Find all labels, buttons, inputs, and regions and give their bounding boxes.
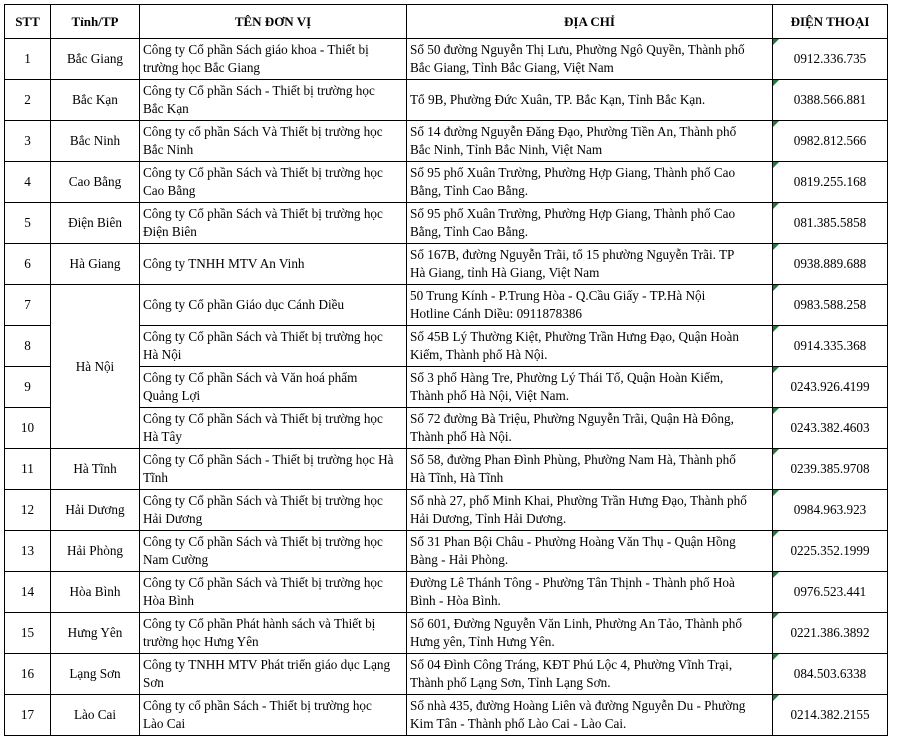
header-phone[interactable]: ĐIỆN THOẠI <box>773 5 888 39</box>
cell-unit-name[interactable] <box>140 490 407 531</box>
cell-phone[interactable] <box>773 39 888 80</box>
phone-value: 0938.889.688 <box>793 256 867 271</box>
table-row <box>5 80 888 121</box>
cell-phone[interactable] <box>773 162 888 203</box>
cell-province[interactable]: Hòa Bình <box>51 572 140 613</box>
cell-stt[interactable]: 14 <box>5 572 51 613</box>
cell-stt[interactable]: 8 <box>5 326 51 367</box>
cell-province[interactable]: Hà Tĩnh <box>51 449 140 490</box>
unit-name-line: Công ty Cổ phần Sách và Thiết bị trường học <box>143 411 383 426</box>
address-line: Đường Lê Thánh Tông - Phường Tân Thịnh - Thành phố Hoà <box>410 575 735 590</box>
cell-province[interactable]: Hưng Yên <box>51 613 140 654</box>
unit-name-line: Công ty cổ phần Sách - Thiết bị trường học <box>143 698 372 713</box>
unit-name-line: Bắc Ninh <box>143 142 194 157</box>
unit-name-line: Lào Cai <box>143 716 186 731</box>
address-line: Bằng, Tỉnh Cao Bằng. <box>410 183 529 198</box>
table-row <box>5 449 888 490</box>
header-stt[interactable]: STT <box>5 5 51 39</box>
cell-province[interactable]: Hải Phòng <box>51 531 140 572</box>
cell-unit-name[interactable] <box>140 531 407 572</box>
cell-stt[interactable]: 7 <box>5 285 51 326</box>
phone-value: 0983.588.258 <box>793 297 867 312</box>
unit-name-line: trường học Hưng Yên <box>143 634 259 649</box>
cell-stt[interactable]: 5 <box>5 203 51 244</box>
cell-address[interactable] <box>407 531 773 572</box>
cell-province[interactable]: Cao Bằng <box>51 162 140 203</box>
address-line: Hà Giang, tỉnh Hà Giang, Việt Nam <box>410 265 600 280</box>
table-row <box>5 244 888 285</box>
address-line: Bằng, Tỉnh Cao Bằng. <box>410 224 529 239</box>
phone-value: 0243.382.4603 <box>790 420 870 435</box>
cell-stt[interactable]: 12 <box>5 490 51 531</box>
number-as-text-indicator-icon <box>773 121 779 127</box>
cell-province[interactable]: Bắc Ninh <box>51 121 140 162</box>
phone-value: 0239.385.9708 <box>790 461 870 476</box>
cell-address[interactable] <box>407 39 773 80</box>
data-table <box>4 4 888 736</box>
cell-stt[interactable]: 16 <box>5 654 51 695</box>
cell-unit-name[interactable] <box>140 449 407 490</box>
number-as-text-indicator-icon <box>773 326 779 332</box>
address-line: Số 58, đường Phan Đình Phùng, Phường Nam Hà, Thành phố <box>410 452 736 467</box>
unit-name-line: trường học Bắc Giang <box>143 60 261 75</box>
unit-name-line: Nam Cường <box>143 552 209 567</box>
cell-province[interactable]: Điện Biên <box>51 203 140 244</box>
address-line: Số 45B Lý Thường Kiệt, Phường Trần Hưng Đạo, Quận Hoàn <box>410 329 739 344</box>
cell-province[interactable]: Bắc Giang <box>51 39 140 80</box>
address-line: Số 3 phố Hàng Tre, Phường Lý Thái Tổ, Quận Hoàn Kiếm, <box>410 370 724 385</box>
table-row <box>5 39 888 80</box>
unit-name-line: Hòa Bình <box>143 593 194 608</box>
cell-unit-name[interactable] <box>140 613 407 654</box>
table-row <box>5 203 888 244</box>
address-line: Thành phố Lạng Sơn, Tỉnh Lạng Sơn. <box>410 675 611 690</box>
number-as-text-indicator-icon <box>773 531 779 537</box>
number-as-text-indicator-icon <box>773 367 779 373</box>
address-line: Số 04 Đình Công Tráng, KĐT Phú Lộc 4, Phường Vĩnh Trại, <box>410 657 733 672</box>
number-as-text-indicator-icon <box>773 162 779 168</box>
unit-name-line: Hà Tây <box>143 429 182 444</box>
number-as-text-indicator-icon <box>773 490 779 496</box>
table-row <box>5 572 888 613</box>
cell-province[interactable]: Lào Cai <box>51 695 140 736</box>
unit-name-line: Tĩnh <box>143 470 168 485</box>
number-as-text-indicator-icon <box>773 408 779 414</box>
cell-province[interactable]: Bắc Kạn <box>51 80 140 121</box>
cell-address[interactable] <box>407 654 773 695</box>
number-as-text-indicator-icon <box>773 695 779 701</box>
phone-value: 0819.255.168 <box>793 174 867 189</box>
number-as-text-indicator-icon <box>773 572 779 578</box>
cell-unit-name[interactable] <box>140 162 407 203</box>
header-unit-name[interactable]: TÊN ĐƠN VỊ <box>140 5 407 39</box>
cell-phone[interactable] <box>773 244 888 285</box>
address-line: Số 167B, đường Nguyễn Trãi, tổ 15 phường Nguyễn Trãi. TP <box>410 247 735 262</box>
phone-value: 0982.812.566 <box>793 133 867 148</box>
header-address[interactable]: ĐỊA CHỈ <box>407 5 773 39</box>
cell-unit-name[interactable] <box>140 367 407 408</box>
cell-address[interactable] <box>407 367 773 408</box>
unit-name-line: Công ty Cổ phần Sách và Thiết bị trường học <box>143 329 383 344</box>
cell-address[interactable] <box>407 695 773 736</box>
unit-name-line: Công ty Cổ phần Sách và Thiết bị trường học <box>143 206 383 221</box>
table-row <box>5 695 888 736</box>
address-line: Bàng - Hải Phòng. <box>410 552 509 567</box>
unit-name-line: Công ty Cổ phần Phát hành sách và Thiết bị <box>143 616 376 631</box>
unit-name-line: Công ty Cổ phần Sách - Thiết bị trường học <box>143 83 375 98</box>
phone-value: 0976.523.441 <box>793 584 867 599</box>
table-row <box>5 162 888 203</box>
phone-value: 081.385.5858 <box>793 215 867 230</box>
unit-name-line: Công ty TNHH MTV Phát triển giáo dục Lạng <box>143 657 391 672</box>
cell-address[interactable] <box>407 490 773 531</box>
phone-value: 0214.382.2155 <box>790 707 870 722</box>
cell-address[interactable] <box>407 80 773 121</box>
unit-name-line: Công ty Cổ phần Sách và Văn hoá phẩm <box>143 370 358 385</box>
cell-phone[interactable] <box>773 367 888 408</box>
cell-unit-name[interactable] <box>140 203 407 244</box>
phone-value: 0912.336.735 <box>793 51 867 66</box>
unit-name-line: Cao Bằng <box>143 183 196 198</box>
address-line: Kim Tân - Thành phố Lào Cai - Lào Cai. <box>410 716 627 731</box>
cell-address[interactable] <box>407 244 773 285</box>
cell-phone[interactable] <box>773 121 888 162</box>
address-line: Thành phố Hà Nội. <box>410 429 512 444</box>
cell-province[interactable]: Hà Giang <box>51 244 140 285</box>
address-line: Tổ 9B, Phường Đức Xuân, TP. Bắc Kạn, Tỉnh Bắc Kạn. <box>410 92 706 107</box>
cell-address[interactable] <box>407 613 773 654</box>
address-line: Số 72 đường Bà Triệu, Phường Nguyễn Trãi, Quận Hà Đông, <box>410 411 734 426</box>
cell-unit-name[interactable] <box>140 80 407 121</box>
unit-name-line: Công ty Cổ phần Sách và Thiết bị trường học <box>143 575 383 590</box>
address-line: Số 14 đường Nguyễn Đăng Đạo, Phường Tiền An, Thành phố <box>410 124 737 139</box>
unit-name-line: Công ty TNHH MTV An Vinh <box>143 256 305 271</box>
cell-stt[interactable]: 17 <box>5 695 51 736</box>
cell-address[interactable] <box>407 326 773 367</box>
cell-phone[interactable] <box>773 531 888 572</box>
cell-phone[interactable] <box>773 285 888 326</box>
cell-province[interactable]: Hà Nội <box>51 285 140 449</box>
phone-value: 0221.386.3892 <box>790 625 870 640</box>
address-line: 50 Trung Kính - P.Trung Hòa - Q.Cầu Giấy - TP.Hà Nội <box>410 288 706 303</box>
number-as-text-indicator-icon <box>773 449 779 455</box>
cell-unit-name[interactable] <box>140 654 407 695</box>
number-as-text-indicator-icon <box>773 613 779 619</box>
table-row <box>5 121 888 162</box>
cell-phone[interactable] <box>773 80 888 121</box>
address-line: Số 95 phố Xuân Trường, Phường Hợp Giang, Thành phố Cao <box>410 206 736 221</box>
address-line: Số nhà 435, đường Hoàng Liên và đường Nguyễn Du - Phường <box>410 698 746 713</box>
address-line: Số 95 phố Xuân Trường, Phường Hợp Giang, Thành phố Cao <box>410 165 736 180</box>
cell-phone[interactable] <box>773 695 888 736</box>
address-line: Bình - Hòa Bình. <box>410 593 501 608</box>
cell-stt[interactable]: 3 <box>5 121 51 162</box>
address-line: Số 50 đường Nguyễn Thị Lưu, Phường Ngô Quyền, Thành phố <box>410 42 745 57</box>
unit-name-line: Hải Dương <box>143 511 203 526</box>
cell-stt[interactable]: 13 <box>5 531 51 572</box>
cell-stt[interactable]: 6 <box>5 244 51 285</box>
cell-unit-name[interactable] <box>140 285 407 326</box>
cell-phone[interactable] <box>773 408 888 449</box>
table-body <box>5 39 888 736</box>
cell-address[interactable] <box>407 285 773 326</box>
cell-stt[interactable]: 4 <box>5 162 51 203</box>
number-as-text-indicator-icon <box>773 203 779 209</box>
cell-address[interactable] <box>407 572 773 613</box>
unit-name-line: Công ty Cổ phần Sách và Thiết bị trường học <box>143 165 383 180</box>
cell-stt[interactable]: 9 <box>5 367 51 408</box>
address-line: Kiếm, Thành phố Hà Nội. <box>410 347 548 362</box>
table-row <box>5 613 888 654</box>
unit-name-line: Công ty cổ phần Sách Và Thiết bị trường học <box>143 124 383 139</box>
number-as-text-indicator-icon <box>773 39 779 45</box>
cell-address[interactable] <box>407 162 773 203</box>
phone-value: 0388.566.881 <box>793 92 867 107</box>
address-line: Hưng yên, Tỉnh Hưng Yên. <box>410 634 555 649</box>
address-line: Hotline Cánh Diều: 0911878386 <box>410 306 583 321</box>
cell-province[interactable]: Lạng Sơn <box>51 654 140 695</box>
cell-stt[interactable]: 15 <box>5 613 51 654</box>
table-row <box>5 531 888 572</box>
number-as-text-indicator-icon <box>773 80 779 86</box>
unit-name-line: Công ty Cổ phần Sách và Thiết bị trường học <box>143 493 383 508</box>
unit-name-line: Điện Biên <box>143 224 197 239</box>
cell-unit-name[interactable] <box>140 695 407 736</box>
cell-address[interactable] <box>407 449 773 490</box>
cell-unit-name[interactable] <box>140 408 407 449</box>
cell-province[interactable]: Hải Dương <box>51 490 140 531</box>
cell-phone[interactable] <box>773 326 888 367</box>
address-line: Số nhà 27, phố Minh Khai, Phường Trần Hưng Đạo, Thành phố <box>410 493 747 508</box>
cell-stt[interactable]: 10 <box>5 408 51 449</box>
phone-value: 0225.352.1999 <box>790 543 870 558</box>
cell-stt[interactable]: 11 <box>5 449 51 490</box>
cell-address[interactable] <box>407 408 773 449</box>
header-province[interactable]: Tỉnh/TP <box>51 5 140 39</box>
number-as-text-indicator-icon <box>773 654 779 660</box>
unit-name-line: Công ty Cổ phần Sách giáo khoa - Thiết bị <box>143 42 369 57</box>
cell-phone[interactable] <box>773 490 888 531</box>
number-as-text-indicator-icon <box>773 244 779 250</box>
table-row <box>5 490 888 531</box>
cell-phone[interactable] <box>773 203 888 244</box>
unit-name-line: Hà Nội <box>143 347 182 362</box>
cell-unit-name[interactable] <box>140 244 407 285</box>
address-line: Số 31 Phan Bội Châu - Phường Hoàng Văn Thụ - Quận Hồng <box>410 534 736 549</box>
phone-value: 0914.335.368 <box>793 338 867 353</box>
phone-value: 084.503.6338 <box>793 666 867 681</box>
address-line: Số 601, Đường Nguyễn Văn Linh, Phường An Tảo, Thành phố <box>410 616 742 631</box>
cell-address[interactable] <box>407 203 773 244</box>
cell-stt[interactable]: 2 <box>5 80 51 121</box>
address-line: Hải Dương, Tỉnh Hải Dương. <box>410 511 567 526</box>
table-row <box>5 285 888 326</box>
unit-name-line: Công ty Cổ phần Sách - Thiết bị trường học Hà <box>143 452 394 467</box>
cell-unit-name[interactable] <box>140 326 407 367</box>
cell-phone[interactable] <box>773 449 888 490</box>
unit-name-line: Bắc Kạn <box>143 101 189 116</box>
address-line: Bắc Giang, Tỉnh Bắc Giang, Việt Nam <box>410 60 614 75</box>
unit-name-line: Sơn <box>143 675 164 690</box>
cell-phone[interactable] <box>773 654 888 695</box>
unit-name-line: Công ty Cổ phần Sách và Thiết bị trường học <box>143 534 383 549</box>
phone-value: 0984.963.923 <box>793 502 867 517</box>
cell-unit-name[interactable] <box>140 121 407 162</box>
number-as-text-indicator-icon <box>773 285 779 291</box>
unit-name-line: Quảng Lợi <box>143 388 201 403</box>
unit-name-line: Công ty Cổ phần Giáo dục Cánh Diều <box>143 297 345 312</box>
cell-unit-name[interactable] <box>140 572 407 613</box>
phone-value: 0243.926.4199 <box>790 379 870 394</box>
cell-phone[interactable] <box>773 572 888 613</box>
cell-phone[interactable] <box>773 613 888 654</box>
address-line: Bắc Ninh, Tỉnh Bắc Ninh, Việt Nam <box>410 142 603 157</box>
cell-unit-name[interactable] <box>140 39 407 80</box>
address-line: Thành phố Hà Nội, Việt Nam. <box>410 388 570 403</box>
cell-address[interactable] <box>407 121 773 162</box>
header-row <box>5 5 888 39</box>
cell-stt[interactable]: 1 <box>5 39 51 80</box>
table-row <box>5 654 888 695</box>
address-line: Hà Tĩnh, Hà Tĩnh <box>410 470 504 485</box>
